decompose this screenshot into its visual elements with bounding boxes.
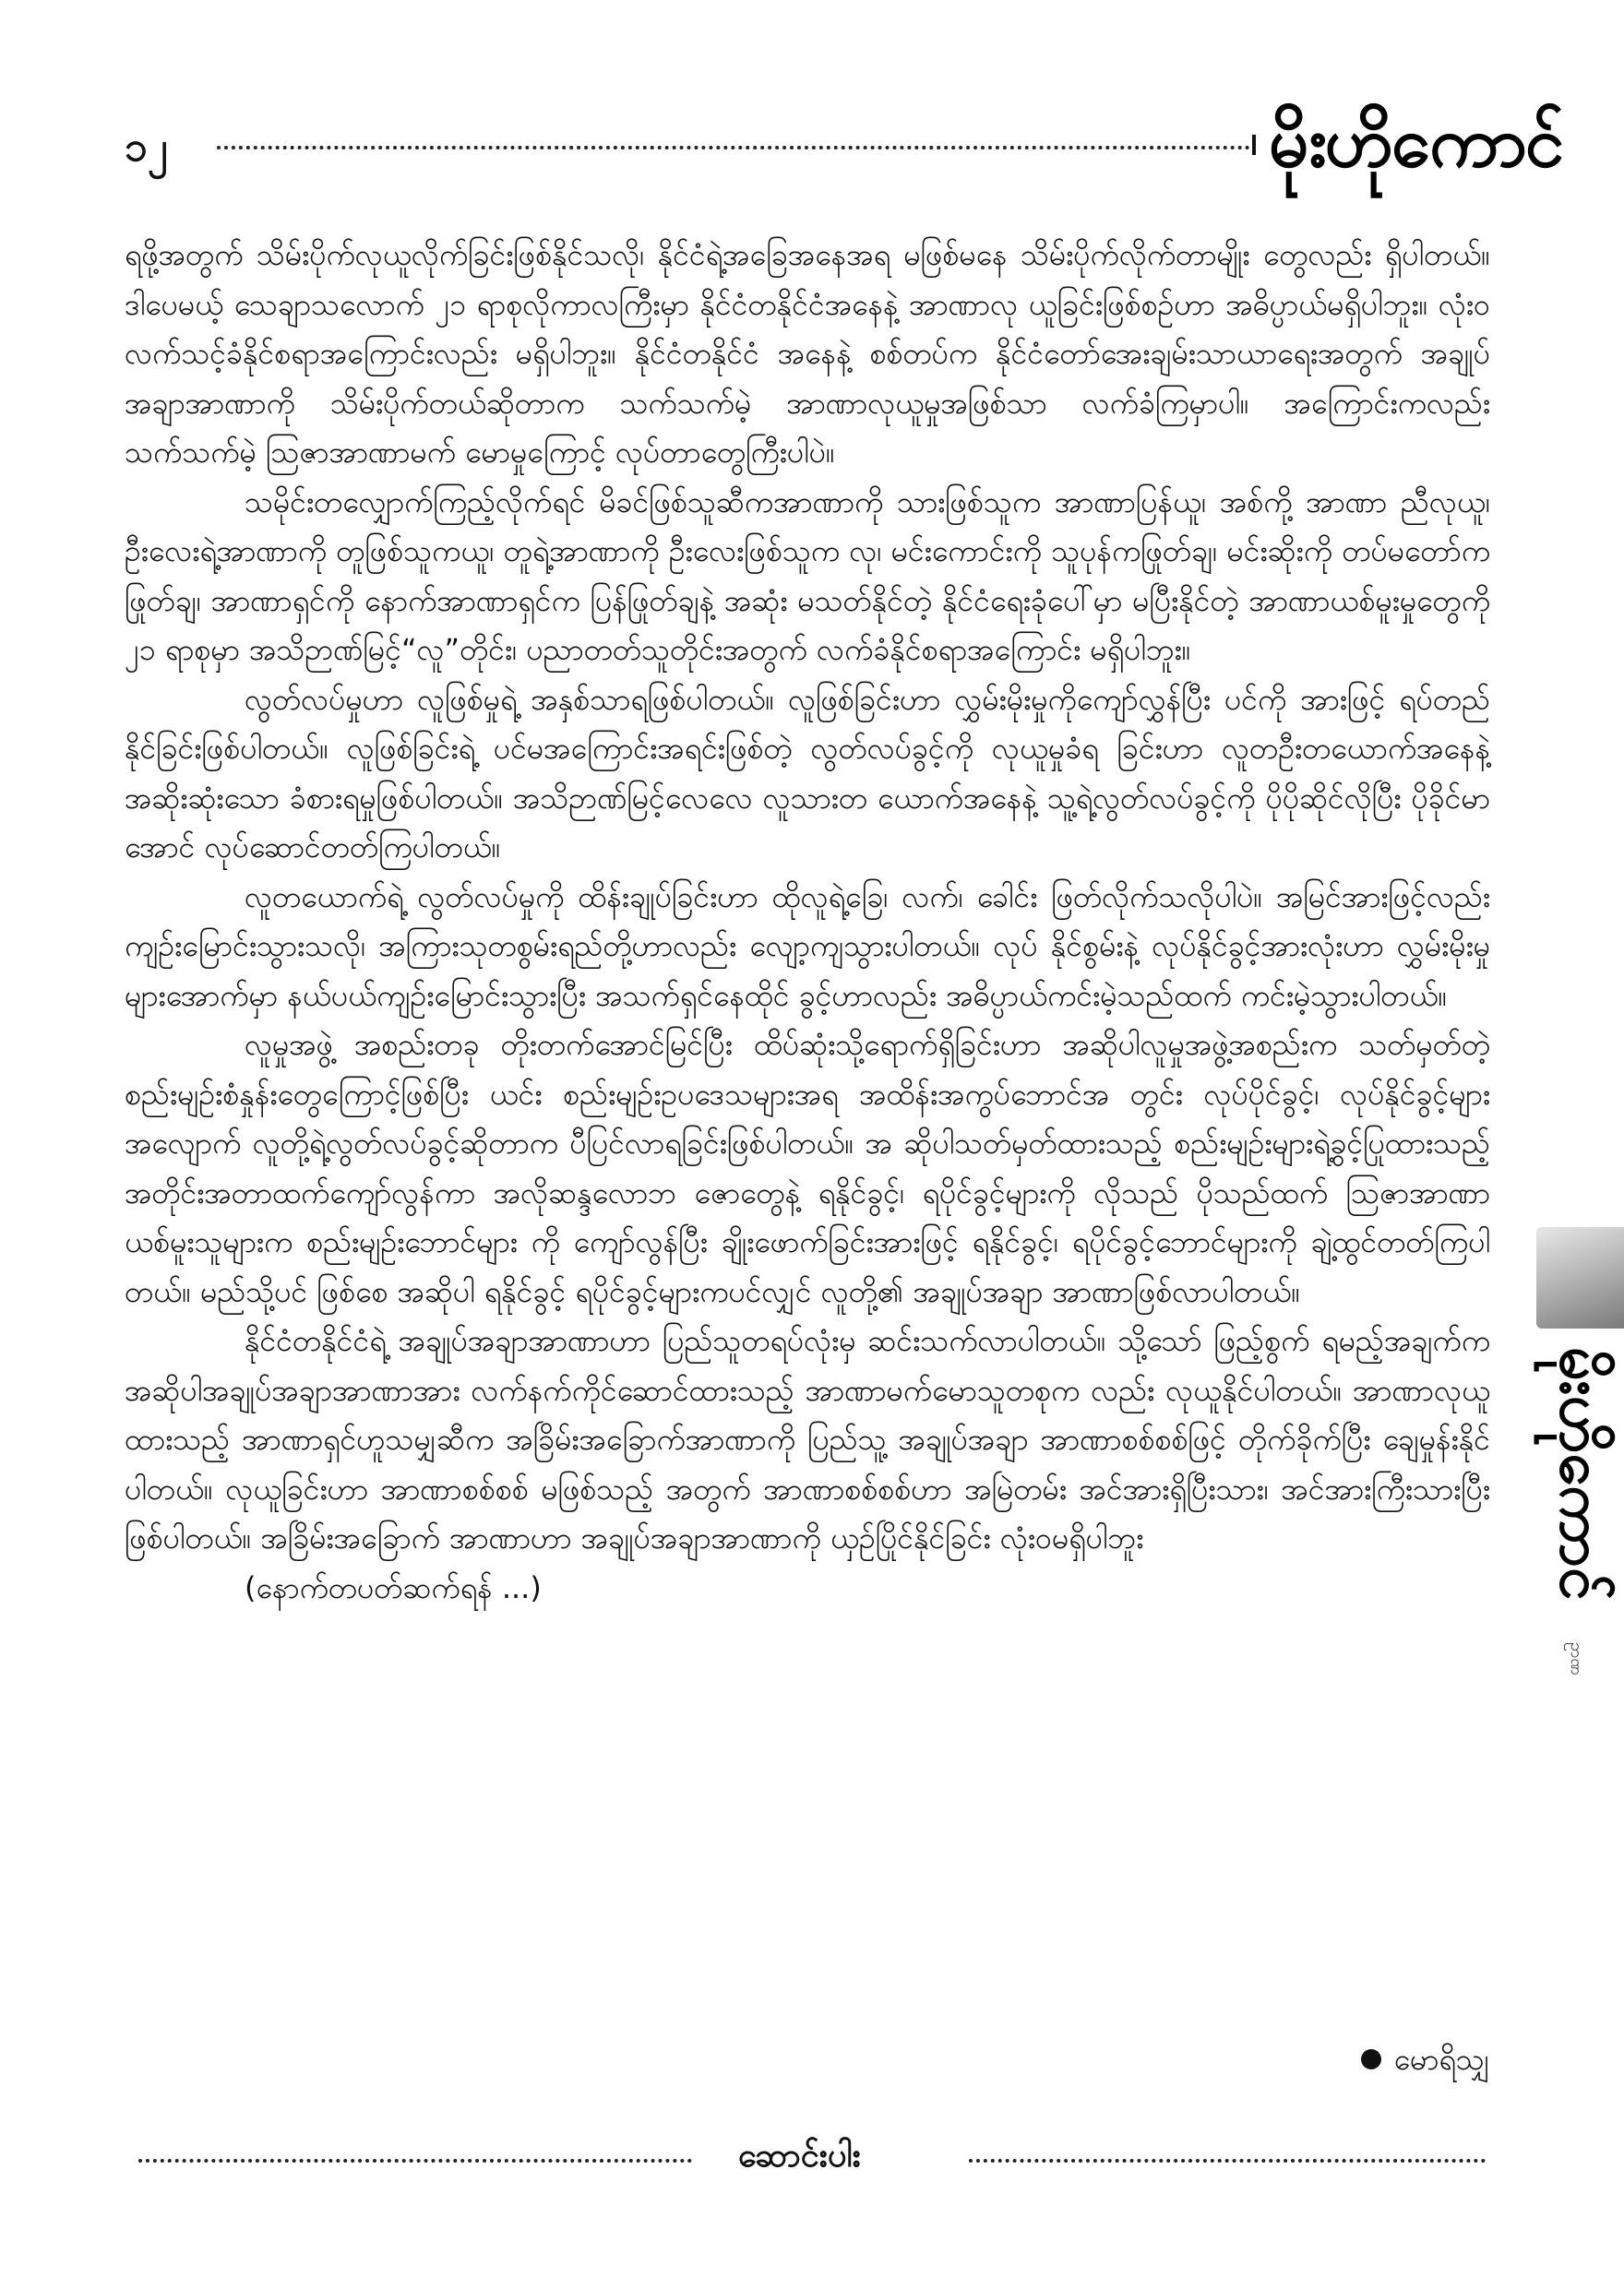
article-paragraph: လူမှုအဖွဲ့ အစည်းတခု တိုးတက်အောင်မြင်ပြီး ထိပ်ဆုံးသို့ရောက်ရှိခြင်းဟာ အဆိုပါလူမှုအဖွဲ့အစည်းက သတ်မှတ်တဲ့ စည်းမျဉ်းစံနှုန်းတွေကြောင့်ဖြစ်ပြီး ယင်း စည်းမျဉ်းဥပဒေသများအရ အထိန်းအကွပ်ဘောင်အ တွင်း လုပ်ပိုင်ခွင့်၊ လုပ်နိုင်ခွင့်များအလျောက် လူတို့ရဲ့လွတ်လပ်ခွင့်ဆိုတာက ပီပြင်လာရခြင်းဖြစ်ပါတယ်။ အ ဆိုပါသတ်မှတ်ထားသည့် စည်းမျဉ်းများရဲ့ခွင့်ပြုထားသည့် အတိုင်းအတာထက်ကျော်လွန်ကာ အလိုဆန္ဒလောဘ ဇောတွေနဲ့ ရနိုင်ခွင့်၊ ရပိုင်ခွင့်များကို လိုသည် ပိုသည်ထက် ဩဇာအာဏာယစ်မူးသူများက စည်းမျဉ်းဘောင်များ ကို ကျော်လွန်ပြီး ချိုးဖောက်ခြင်းအားဖြင့် ရနိုင်ခွင့်၊ ရပိုင်ခွင့်ဘောင်များကို ချဲ့ထွင်တတ်ကြပါတယ်။ မည်သို့ပင် ဖြစ်စေ အဆိုပါ ရနိုင်ခွင့် ရပိုင်ခွင့်များကပင်လျှင် လူတို့၏ အချုပ်အချာ အာဏာဖြစ်လာပါတယ်။ [125,1027,1491,1309]
header-dotted-rule [217,146,1250,149]
side-tab-sublabel: ဥာဏ [1567,1642,1586,1675]
masthead-logo [1269,100,1563,197]
section-label: ဆောင်းပါး [738,2137,861,2175]
side-tab-label: မိုးဟိုကောင် [1546,1347,1615,1601]
author-name: မောရိသျှ [1393,2042,1490,2077]
bullet-icon [1361,2049,1381,2069]
article-paragraph: ရဖို့အတွက် သိမ်းပိုက်လုယူလိုက်ခြင်းဖြစ်နိုင်သလို၊ နိုင်ငံရဲ့အခြေအနေအရ မဖြစ်မနေ သိမ်းပိုက်လိုက်တာမျိုး တွေလည်း ရှိပါတယ်။ ဒါပေမယ့် သေချာသလောက် ၂၁ ရာစုလိုကာလကြီးမှာ နိုင်ငံတနိုင်ငံအနေနဲ့ အာဏာလု ယူခြင်းဖြစ်စဉ်ဟာ အဓိပ္ပာယ်မရှိပါဘူး။ လုံး၀ လက်သင့်ခံနိုင်စရာအကြောင်းလည်း မရှိပါဘူး။ နိုင်ငံတနိုင်ငံ အနေနဲ့ စစ်တပ်က နိုင်ငံတော်အေးချမ်းသာယာရေးအတွက် အချုပ်အချာအာဏာကို သိမ်းပိုက်တယ်ဆိုတာက သက်သက်မဲ့ အာဏာလုယူမှုအဖြစ်သာ လက်ခံကြမှာပါ။ အကြောင်းကလည်း သက်သက်မဲ့ ဩဇာအာဏာမက် မောမှုကြောင့် လုပ်တာတွေကြီးပါပဲ။ [125,237,1490,470]
continued-note: (နောက်တပတ်ဆက်ရန် ...) [245,1569,542,1605]
header-rule-end-mark [1252,135,1256,155]
footer-dotted-rule-right [969,2159,1486,2163]
article-paragraph: လူတယောက်ရဲ့ လွတ်လပ်မှုကို ထိန်းချုပ်ခြင်းဟာ ထိုလူရဲ့ခြေ၊ လက်၊ ခေါင်း ဖြတ်လိုက်သလိုပါပဲ။ အမြင်အားဖြင့်လည်း ကျဉ်းမြောင်းသွားသလို၊ အကြားသုတစွမ်းရည်တို့ဟာလည်း လျော့ကျသွားပါတယ်။ လုပ် နိုင်စွမ်းနဲ့ လုပ်နိုင်ခွင့်အားလုံးဟာ လွှမ်းမိုးမှုများအောက်မှာ နယ်ပယ်ကျဉ်းမြောင်းသွားပြီး အသက်ရှင်နေထိုင် ခွင့်ဟာလည်း အဓိပ္ပာယ်ကင်းမဲ့သည်ထက် ကင်းမဲ့သွားပါတယ်။ [125,878,1491,1013]
side-tab-photo [1536,1227,1624,1329]
footer-dotted-rule-left [138,2159,692,2163]
masthead-title: မိုးဟိုကောင် [1269,101,1563,183]
page-number: ၁၂ [125,124,168,171]
article-paragraph: သမိုင်းတလျှောက်ကြည့်လိုက်ရင် မိခင်ဖြစ်သူဆီကအာဏာကို သားဖြစ်သူက အာဏာပြန်ယူ၊ အစ်ကို့ အာဏာ ညီလုယူ၊ ဦးလေးရဲ့အာဏာကို တူဖြစ်သူကယူ၊ တူရဲ့အာဏာကို ဦးလေးဖြစ်သူက လု၊ မင်းကောင်းကို သူပုန်ကဖြုတ်ချ၊ မင်းဆိုးကို တပ်မတော်က ဖြုတ်ချ၊ အာဏာရှင်ကို နောက်အာဏာရှင်က ပြန်ဖြုတ်ချနဲ့ အဆုံး မသတ်နိုင်တဲ့ နိုင်ငံရေးခုံပေါ်မှာ မပြီးနိုင်တဲ့ အာဏာယစ်မူးမှုတွေကို ၂၁ ရာစုမှာ အသိဉာဏ်မြင့်“လူ”တိုင်း၊ ပညာတတ်သူတိုင်းအတွက် လက်ခံနိုင်စရာအကြောင်း မရှိပါဘူး။ [125,483,1491,667]
side-thumb-tab [1536,1227,1624,1744]
article-body [125,231,1490,1613]
article-paragraph: နိုင်ငံတနိုင်ငံရဲ့ အချုပ်အချာအာဏာဟာ ပြည်သူတရပ်လုံးမှ ဆင်းသက်လာပါတယ်။ သို့သော် ဖြည့်စွက် ရမည့်အချက်က အဆိုပါအချုပ်အချာအာဏာအား လက်နက်ကိုင်ဆောင်ထားသည့် အာဏာမက်မောသူတစုက လည်း လုယူနိုင်ပါတယ်။ အာဏာလုယူထားသည့် အာဏာရှင်ဟူသမျှဆီက အခြိမ်းအခြောက်အာဏာကို ပြည်သူ့ အချုပ်အချာ အာဏာစစ်စစ်ဖြင့် တိုက်ခိုက်ပြီး ချေမှုန်းနိုင်ပါတယ်။ လုယူခြင်းဟာ အာဏာစစ်စစ် မဖြစ်သည့် အတွက် အာဏာစစ်စစ်ဟာ အမြဲတမ်း အင်အားရှိပြီးသား၊ အင်အားကြီးသားပြီးဖြစ်ပါတယ်။ အခြိမ်းအခြောက် အာဏာဟာ အချုပ်အချာအာဏာကို ယှဉ်ပြိုင်နိုင်ခြင်း လုံး၀မရှိပါဘူး [125,1323,1490,1556]
page-footer [138,2131,1486,2187]
page-header [125,100,1563,201]
article-paragraph: လွတ်လပ်မှုဟာ လူဖြစ်မှုရဲ့ အနှစ်သာရဖြစ်ပါတယ်။ လူဖြစ်ခြင်းဟာ လွှမ်းမိုးမှုကိုကျော်လွှန်ပြီး ပင်ကို အားဖြင့် ရပ်တည်နိုင်ခြင်းဖြစ်ပါတယ်။ လူဖြစ်ခြင်းရဲ့ ပင်မအကြောင်းအရင်းဖြစ်တဲ့ လွတ်လပ်ခွင့်ကို လုယူမှုခံရ ခြင်းဟာ လူတဦးတယောက်အနေနဲ့ အဆိုးဆုံးသော ခံစားရမှုဖြစ်ပါတယ်။ အသိဉာဏ်မြင့်လေလေ လူသားတ ယောက်အနေနဲ့ သူ့ရဲ့လွတ်လပ်ခွင့်ကို ပိုပိုဆိုင်လိုပြီး ပိုခိုင်မာအောင် လုပ်ဆောင်တတ်ကြပါတယ်။ [125,681,1490,864]
author-byline [1361,2039,1490,2080]
